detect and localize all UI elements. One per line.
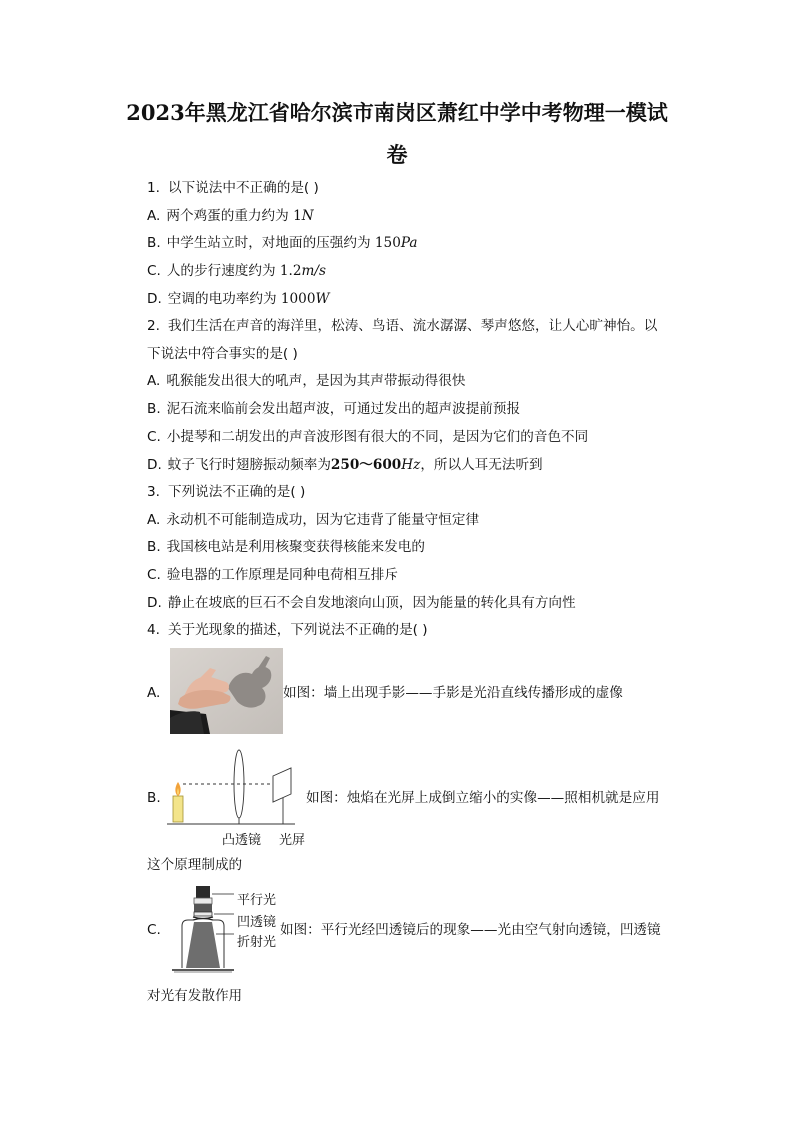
option-number: 1000 <box>280 291 316 307</box>
option-label: D. <box>147 595 162 611</box>
concave-lens-label: 凹透镜 <box>237 915 277 930</box>
option-label: B. <box>147 235 161 251</box>
convex-lens-diagram <box>165 746 305 826</box>
q3-option-c <box>147 565 687 585</box>
exam-title <box>80 92 714 176</box>
q4-option-c-text-2: 对光有发散作用 <box>147 988 243 1004</box>
q4-number: 4. <box>147 622 160 638</box>
q1-option-b <box>147 233 687 253</box>
option-unit: m/s <box>301 263 326 279</box>
convex-lens-label: 凸透镜 <box>222 833 262 848</box>
option-label: A. <box>147 373 161 389</box>
q1-stem <box>147 178 687 198</box>
q2-option-d <box>147 455 687 475</box>
q4-option-c-label: C. <box>147 922 161 938</box>
q1-stem-text: 以下说法中不正确的是( ) <box>167 180 319 196</box>
q4-option-b-text-2: 这个原理制成的 <box>147 857 243 873</box>
option-label: A. <box>147 512 161 528</box>
q3-option-b <box>147 537 687 557</box>
option-text: 泥石流来临前会发出超声波，可通过发出的超声波提前预报 <box>166 401 521 417</box>
option-unit: N <box>301 208 314 224</box>
option-text: 验电器的工作原理是同种电荷相互排斥 <box>166 567 398 583</box>
q1-option-c <box>147 261 687 281</box>
concave-lens-diagram <box>168 884 238 974</box>
q3-number: 3. <box>147 484 160 500</box>
q1-option-a <box>147 206 687 226</box>
q3-option-d <box>147 593 687 613</box>
option-text-post: ，所以人耳无法听到 <box>420 457 543 473</box>
option-text: 吼猴能发出很大的吼声，是因为其声带振动得很快 <box>166 373 466 389</box>
title-line-2: 卷 <box>386 142 408 167</box>
q2-number: 2. <box>147 318 160 334</box>
q4-option-b-label: B. <box>147 790 161 806</box>
option-text: 中学生站立时，对地面的压强约为 <box>166 235 371 251</box>
option-text: 人的步行速度约为 <box>166 263 276 279</box>
light-screen-label: 光屏 <box>279 833 306 848</box>
q1-option-d <box>147 289 687 309</box>
q4-option-b-text-1: 如图：烛焰在光屏上成倒立缩小的实像——照相机就是应用 <box>306 790 660 806</box>
option-unit: W <box>315 291 330 307</box>
option-label: D. <box>147 291 162 307</box>
q4-option-a-text: 如图：墙上出现手影——手影是光沿直线传播形成的虚像 <box>283 685 623 701</box>
q4-option-c-text-1: 如图：平行光经凹透镜后的现象——光由空气射向透镜，凹透镜 <box>280 922 661 938</box>
q3-option-a <box>147 510 687 530</box>
q4-stem <box>147 620 687 640</box>
q1-number: 1. <box>147 180 160 196</box>
option-text: 两个鸡蛋的重力约为 <box>166 208 289 224</box>
option-label: D. <box>147 457 162 473</box>
q2-option-b <box>147 399 687 419</box>
q2-stem-line-2: 下说法中符合事实的是( ) <box>147 346 298 362</box>
option-label: C. <box>147 567 161 583</box>
option-number: 1.2 <box>279 263 302 279</box>
option-text: 小提琴和二胡发出的声音波形图有很大的不同，是因为它们的音色不同 <box>166 429 589 445</box>
frequency-unit: Hz <box>401 457 421 473</box>
q4-option-a-label: A. <box>147 685 161 701</box>
parallel-light-label: 平行光 <box>237 893 277 908</box>
q4-stem-text: 关于光现象的描述，下列说法不正确的是( ) <box>167 622 428 638</box>
frequency-range: 250～600 <box>330 457 402 473</box>
q2-option-c <box>147 427 687 447</box>
refracted-light-label: 折射光 <box>237 935 277 950</box>
option-label: A. <box>147 208 161 224</box>
title-line-1: 2023年黑龙江省哈尔滨市南岗区萧红中学中考物理一模试 <box>126 100 668 125</box>
option-number: 150 <box>374 235 401 251</box>
option-text: 静止在坡底的巨石不会自发地滚向山顶，因为能量的转化具有方向性 <box>167 595 576 611</box>
option-text: 永动机不可能制造成功，因为它违背了能量守恒定律 <box>166 512 480 528</box>
option-unit: Pa <box>400 235 418 251</box>
option-number: 1 <box>293 208 302 224</box>
hand-shadow-photo <box>170 648 283 734</box>
option-label: C. <box>147 263 161 279</box>
option-label: B. <box>147 539 161 555</box>
q2-stem-text-1: 我们生活在声音的海洋里，松涛、鸟语、流水潺潺、琴声悠悠，让人心旷神怡。以 <box>167 318 658 334</box>
q2-stem-line-1 <box>147 316 687 336</box>
option-text: 空调的电功率约为 <box>167 291 277 307</box>
q2-option-a <box>147 371 687 391</box>
option-label: C. <box>147 429 161 445</box>
q3-stem <box>147 482 687 502</box>
option-text: 我国核电站是利用核聚变获得核能来发电的 <box>166 539 425 555</box>
option-label: B. <box>147 401 161 417</box>
q3-stem-text: 下列说法不正确的是( ) <box>167 484 306 500</box>
option-text-pre: 蚊子飞行时翅膀振动频率为 <box>167 457 331 473</box>
